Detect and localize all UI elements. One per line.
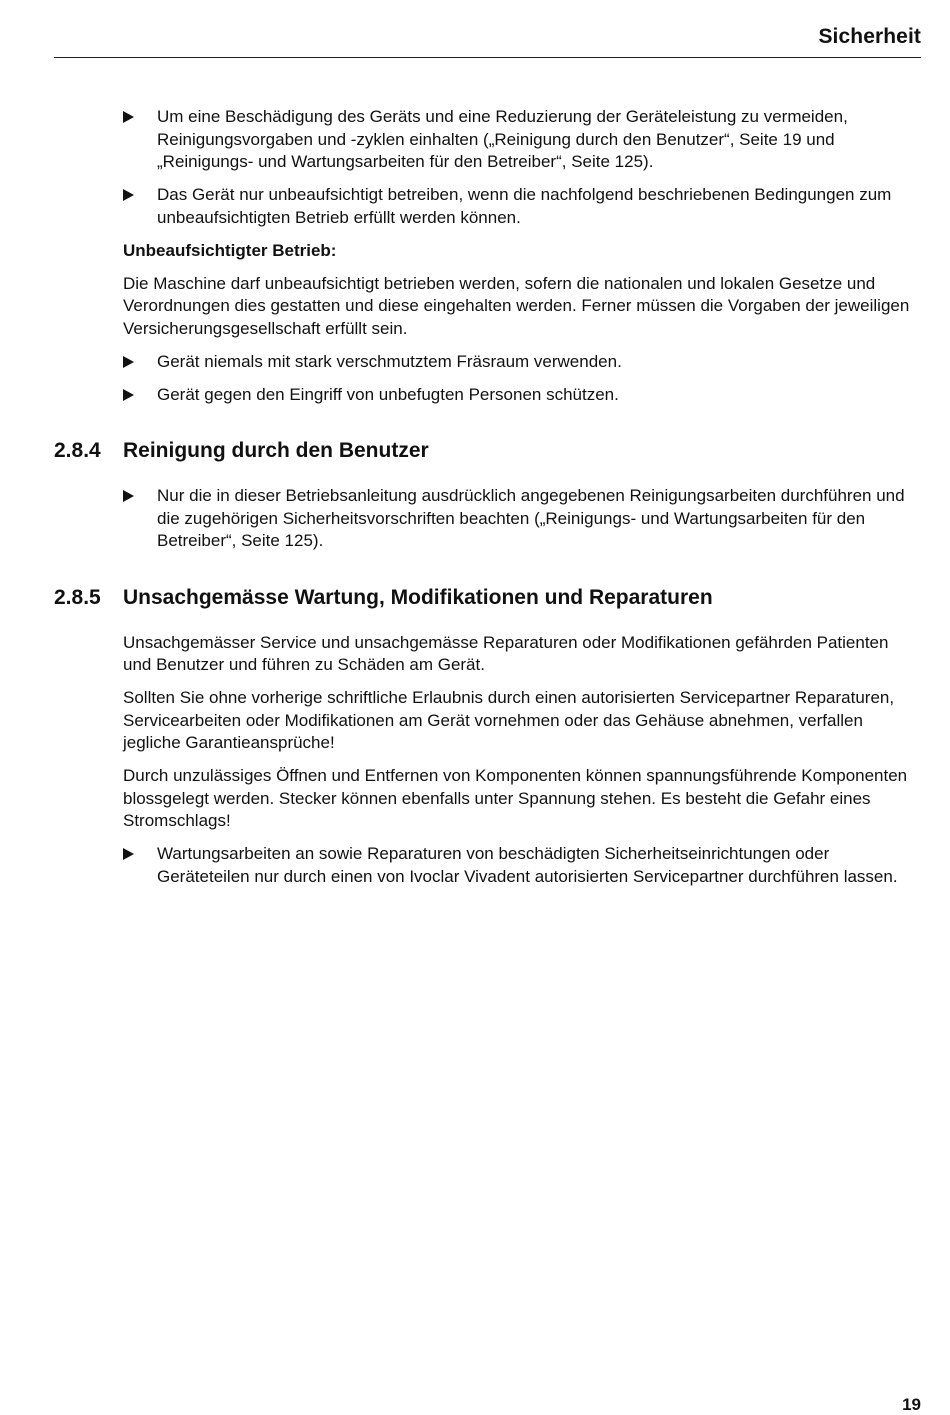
bullet-item	[54, 106, 921, 174]
section-heading-2-8-5	[54, 585, 921, 611]
page-content	[54, 106, 921, 899]
bullet-item	[54, 351, 921, 374]
unattended-operation-text: Die Maschine darf unbeaufsichtigt betrieben werden, sofern die nationalen und lokalen Gesetze und Verordnungen dies gestatten und diese eingehalten werden. Ferner müssen die Vorgaben der jeweiligen Versicherungsgesellschaft erfüllt sein.	[123, 273, 910, 338]
header-divider	[54, 57, 921, 58]
bullet-item	[54, 384, 921, 407]
section-title: Unsachgemässe Wartung, Modifikationen und Reparaturen	[123, 585, 713, 609]
section-number: 2.8.4	[54, 439, 101, 462]
section-number: 2.8.5	[54, 585, 101, 609]
paragraph: Durch unzulässiges Öffnen und Entfernen von Komponenten können spannungsführende Komponenten blossgelegt werden. Stecker können ebenfalls unter Spannung stehen. Es besteht die Gefahr eines Stromschlags!	[123, 766, 908, 830]
paragraph: Unsachgemässer Service und unsachgemässe Reparaturen oder Modifikationen gefährden Patienten und Benutzer und führen zu Schäden am Gerät.	[123, 632, 889, 674]
bullet-arrow-icon	[123, 111, 134, 123]
bullet-arrow-icon	[123, 490, 134, 502]
bullet-text: Wartungsarbeiten an sowie Reparaturen von beschädigten Sicherheitseinrichtungen oder Geräteteilen nur durch einen von Ivoclar Vivadent autorisierten Servicepartner durchführen lassen.	[157, 844, 898, 886]
page-header-title: Sicherheit	[818, 25, 921, 48]
page-number: 19	[902, 1395, 921, 1414]
bullet-text: Das Gerät nur unbeaufsichtigt betreiben, wenn die nachfolgend beschriebenen Bedingungen zum unbeaufsichtigten Betrieb erfüllt werden können.	[157, 185, 892, 227]
bullet-item	[54, 485, 921, 553]
bullet-arrow-icon	[123, 848, 134, 860]
bullet-item	[54, 843, 921, 888]
section-title: Reinigung durch den Benutzer	[123, 439, 429, 462]
bullet-arrow-icon	[123, 356, 134, 368]
bullet-text: Gerät gegen den Eingriff von unbefugten Personen schützen.	[157, 384, 619, 404]
paragraph: Sollten Sie ohne vorherige schriftliche Erlaubnis durch einen autorisierten Servicepartner Reparaturen, Servicearbeiten oder Modifikationen am Gerät vornehmen oder das Gehäuse abnehmen, verfallen jegliche Garantieansprüche!	[123, 688, 895, 752]
bullet-text: Nur die in dieser Betriebsanleitung ausdrücklich angegebenen Reinigungsarbeiten durchführen und die zugehörigen Sicherheitsvorschriften beachten („Reinigungs- und Wartungsarbeiten für den Betreiber“, Seite 125).	[157, 486, 905, 550]
unattended-operation-heading: Unbeaufsichtigter Betrieb:	[123, 240, 337, 260]
bullet-text: Gerät niemals mit stark verschmutztem Fräsraum verwenden.	[157, 351, 622, 371]
section-heading-2-8-4	[54, 438, 921, 464]
bullet-arrow-icon	[123, 189, 134, 201]
bullet-arrow-icon	[123, 389, 134, 401]
bullet-text: Um eine Beschädigung des Geräts und eine Reduzierung der Geräteleistung zu vermeiden, Reinigungsvorgaben und -zyklen einhalten („Reinigung durch den Benutzer“, Seite 19 und „Reinigungs- und Wartungsarbeiten für den Betreiber“, Seite 125).	[157, 107, 848, 171]
bullet-item	[54, 184, 921, 229]
